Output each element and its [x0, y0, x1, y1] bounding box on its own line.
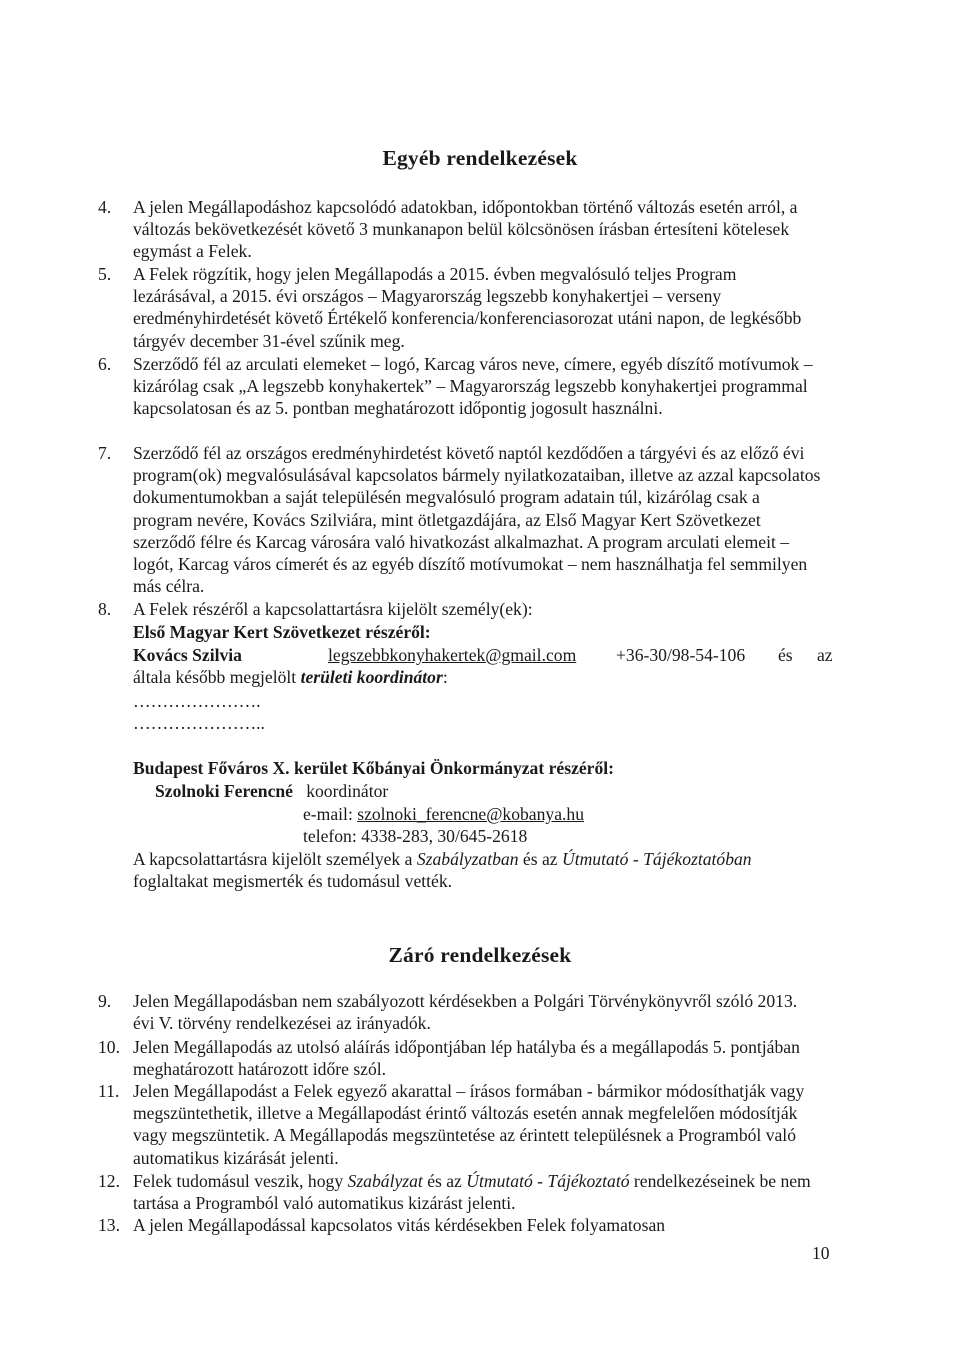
ack-before: A kapcsolattartásra kijelölt személyek a	[133, 849, 417, 869]
clause-5	[98, 263, 822, 352]
contact2-email-label: e-mail:	[303, 804, 358, 824]
clause-number: 12.	[98, 1171, 120, 1191]
clause-text: A Felek részéről a kapcsolattartásra kijelölt személy(ek):	[133, 599, 533, 619]
contact1-later	[133, 666, 448, 688]
clause-text	[133, 1170, 822, 1214]
clause-text: Szerződő fél az országos eredményhirdetést követő naptól kezdődően a tárgyévi és az előző évi program(ok) megvalósulásával kapcsolatos bármely nyilatkozataiban, illetve az azzal kapcsolatos dokumentumokban a saját településén megvalósuló program adatain túl, kizárólag csak a program nevére, Kovács Szilviára, mint ötletgazdájára, az Első Magyar Kert Szövetkezet szerződő félre és Karcag városára való hivatkozást alkalmazhat. A program arculati elemeit – logót, Karcag város címerét és az egyéb díszítő motívumokat – nem használhatja fel semmilyen más célra.	[133, 443, 821, 597]
placeholder-dots-2: …………………..	[133, 713, 265, 733]
clause-text: Jelen Megállapodásban nem szabályozott kérdésekben a Polgári Törvénykönyvről szóló 2013. évi V. törvény rendelkezései az irányadók.	[133, 991, 798, 1034]
contact1-name: Kovács Szilvia	[133, 645, 242, 665]
clause-13	[98, 1214, 822, 1236]
contact2-line	[155, 780, 388, 802]
contact1-line	[133, 644, 833, 666]
clause-text: Jelen Megállapodást a Felek egyező akarattal – írásos formában - bármikor módosíthatják vagy megszüntethetik, illetve a Megállapodást érintő változás esetén annak megfelelően módosítják vagy megszüntetik. A Megállapodás megszüntetése az érintett településnek a Programból való automatikus kizárását jelenti.	[133, 1081, 805, 1168]
clause-10	[98, 1036, 822, 1080]
contact1-colon: :	[442, 667, 448, 687]
clause-number: 5.	[98, 264, 112, 284]
ack-mid: és az	[518, 849, 562, 869]
clause-12-after: rendelkezéseinek be nem tartása a Programból való automatikus kizárást jelenti.	[133, 1171, 811, 1214]
clause-text: Jelen Megállapodás az utolsó aláírás időpontjában lép hatályba és a megállapodás 5. pontjában meghatározott határozott időre szól.	[133, 1037, 800, 1080]
clause-text: A jelen Megállapodáshoz kapcsolódó adatokban, időpontokban történő változás esetén arról, a változás bekövetkezését követő 3 munkanapon belül kölcsönösen írásban értesíteni kötelesek egymást a Felek.	[133, 197, 798, 262]
contact2-phone: telefon: 4338-283, 30/645-2618	[303, 826, 528, 846]
clause-11	[98, 1080, 822, 1169]
heading-final-provisions: Záró rendelkezések	[388, 943, 572, 967]
contact1-phone: +36-30/98-54-106	[616, 645, 746, 665]
clause-8	[98, 598, 822, 620]
contact1-later-text: általa később megjelölt	[133, 667, 301, 687]
clause-number: 6.	[98, 354, 112, 374]
ack-utmutato: Útmutató - Tájékoztatóban	[561, 849, 752, 869]
clause-text: A jelen Megállapodással kapcsolatos vitás kérdésekben Felek folyamatosan	[133, 1215, 666, 1235]
contact1-role: területi koordinátor	[300, 667, 443, 687]
contact2-org: Budapest Főváros X. kerület Kőbányai Önkormányzat részéről:	[133, 758, 615, 778]
contact1-email-link[interactable]: legszebbkonyhakertek@gmail.com	[328, 645, 577, 665]
clause-12-before: Felek tudomásul veszik, hogy	[133, 1171, 348, 1191]
ack-after: foglaltakat megismerték és tudomásul vették.	[133, 871, 453, 892]
clause-12-mid: és az	[422, 1171, 467, 1191]
placeholder-dots-1: ………………….	[133, 691, 261, 711]
contact2-role: koordinátor	[306, 781, 389, 801]
clause-number: 13.	[98, 1215, 120, 1235]
contact2-email-link[interactable]: szolnoki_ferencne@kobanya.hu	[357, 804, 584, 824]
heading-other-provisions: Egyéb rendelkezések	[382, 146, 578, 170]
clause-12-szabalyzat: Szabályzat	[347, 1171, 423, 1191]
clause-4	[98, 196, 822, 263]
contact1-es: és	[778, 645, 793, 665]
contact1-org: Első Magyar Kert Szövetkezet részéről:	[133, 622, 431, 642]
clause-7	[98, 442, 822, 597]
clause-12	[98, 1170, 822, 1214]
clause-text: Szerződő fél az arculati elemeket – logó, Karcag város neve, címere, egyéb díszítő motívumok – kizárólag csak „A legszebb konyhakertek” – Magyarország legszebb konyhakertjei programmal kapcsolatosan és az 5. pontban meghatározott időpontig jogosult használni.	[133, 354, 813, 419]
clause-12-utmutato: Útmutató - Tájékoztató	[466, 1171, 630, 1191]
clause-number: 10.	[98, 1037, 120, 1057]
clause-number: 4.	[98, 197, 112, 217]
clause-6	[98, 353, 822, 420]
clause-number: 8.	[98, 599, 112, 619]
contact1-az: az	[817, 645, 833, 665]
contact2-name: Szolnoki Ferencné	[155, 781, 293, 801]
clause-number: 9.	[98, 991, 112, 1011]
acknowledge-paragraph	[133, 848, 823, 892]
clause-text: A Felek rögzítik, hogy jelen Megállapodás a 2015. évben megvalósuló teljes Program lezárásával, a 2015. évi országos – Magyarország legszebb konyhakertjei – verseny eredményhirdetését követő Értékelő konferencia/konferenciasorozat utáni napon, de legkésőbb tárgyév december 31-ével szűnik meg.	[133, 264, 802, 351]
clause-number: 11.	[98, 1081, 120, 1101]
page-number: 10	[812, 1243, 830, 1263]
ack-szabalyzat: Szabályzatban	[416, 849, 519, 869]
contact2-email-line	[303, 803, 584, 825]
clause-9	[98, 990, 822, 1034]
clause-number: 7.	[98, 443, 112, 463]
